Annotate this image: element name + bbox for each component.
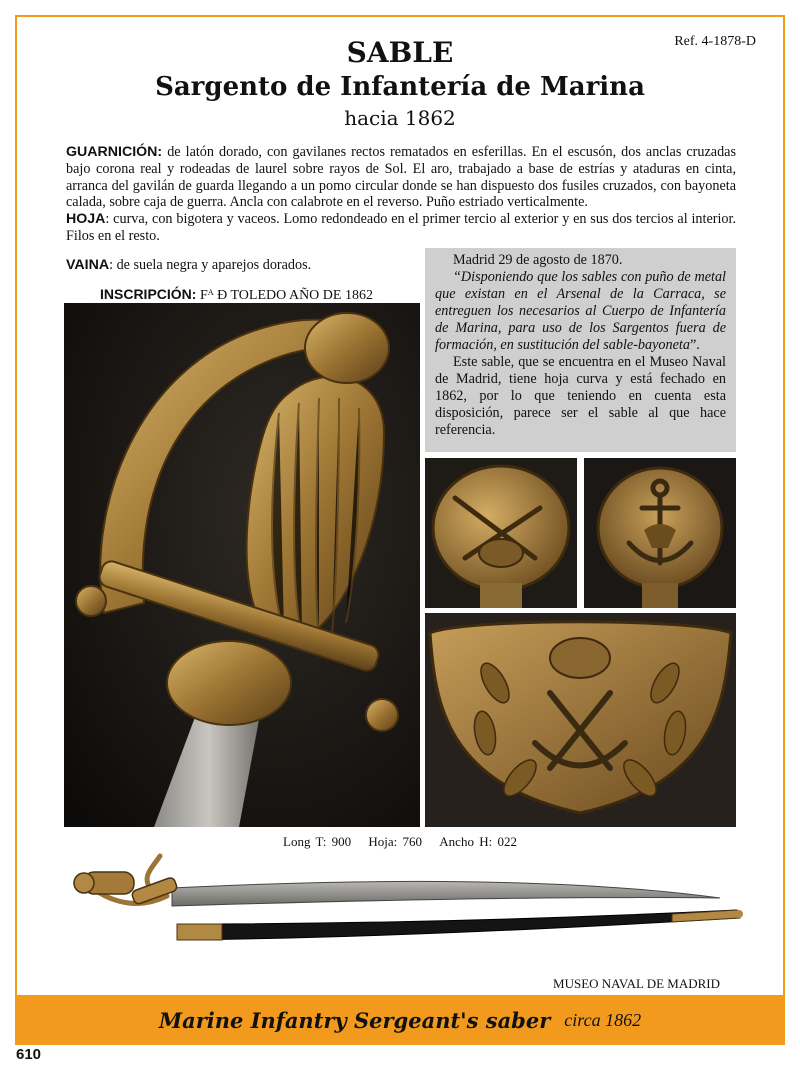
inscription-label: INSCRIPCIÓN:	[100, 286, 197, 302]
pommel-anchor-photo	[584, 458, 736, 608]
pommel-shape	[305, 313, 389, 383]
reference-number: Ref. 4-1878-D	[674, 34, 756, 49]
guarnicion-text: de latón dorado, con gavilanes rectos rematados en esferillas. En el escusón, dos anclas cruzadas bajo corona real y rodeadas de laurel sobre rayos de Sol. El aro, trabajado a base de estrías y ataduras en cinta, arranca del gavilán de guarda llegando a un pomo circular donde se han dispuesto dos fusiles cruzados, con bayoneta calada, sobre caja de guerra. Ancla con calabrote en el reverso. Puño estriado verticalmente.	[66, 144, 736, 211]
note-quote	[435, 269, 726, 354]
vaina-paragraph	[66, 257, 426, 274]
escutcheon-shape	[167, 641, 291, 725]
page-number: 610	[16, 1046, 42, 1063]
english-title-banner	[15, 995, 785, 1045]
hoja-text: : curva, con bigotera y vaceos. Lomo redondeado en el primer tercio al exterior y en sus dos tercios al interior. Filos en el resto.	[66, 211, 736, 244]
escutcheon-detail-photo	[425, 613, 736, 827]
historical-note-box	[425, 248, 736, 452]
inscription	[100, 286, 373, 304]
note-paragraph: Este sable, que se encuentra en el Museo Naval de Madrid, tiene hoja curva y está fechado en 1862, por lo que teniendo en cuenta esta disposición, parece ser el sable al que hace referencia.	[435, 354, 726, 438]
hoja-label: HOJA	[66, 211, 106, 228]
museum-credit: MUSEO NAVAL DE MADRID	[553, 976, 720, 991]
note-date: Madrid 29 de agosto de 1870.	[453, 252, 623, 268]
dimension-length: Long T: 900	[283, 834, 352, 849]
guarnicion-paragraph	[66, 144, 736, 211]
description-block	[66, 144, 736, 245]
guarnicion-label: GUARNICIÓN:	[66, 144, 163, 160]
page-date: hacia 1862	[344, 106, 456, 130]
dimension-width: Ancho H: 022	[439, 834, 517, 849]
dimension-blade: Hoja: 760	[368, 834, 423, 849]
page-subtitle: Sargento de Infantería de Marina	[155, 72, 645, 102]
vaina-label: VAINA	[66, 257, 110, 273]
page-title: SABLE	[346, 36, 454, 69]
english-date: circa 1862	[564, 1009, 642, 1030]
english-title: Marine Infantry Sergeant's saber	[158, 1007, 551, 1033]
full-sabre-photo	[72, 848, 752, 958]
vaina-text: : de suela negra y aparejos dorados.	[109, 257, 312, 273]
hilt-photo	[64, 303, 420, 827]
note-quote-text: “Disponiendo que los sables con puño de metal que existan en el Arsenal de la Carraca, se entreguen los necesarios al Cuerpo de Infantería de Marina, para uso de los Sargentos fuera de formación, en sustitución del sable-bayoneta	[435, 269, 726, 353]
inscription-text: Fᴬ Ð TOLEDO AÑO DE 1862	[199, 288, 373, 303]
hoja-paragraph	[66, 211, 736, 245]
pommel-rifles-photo	[425, 458, 577, 608]
note-quote-end: ”.	[689, 337, 700, 353]
